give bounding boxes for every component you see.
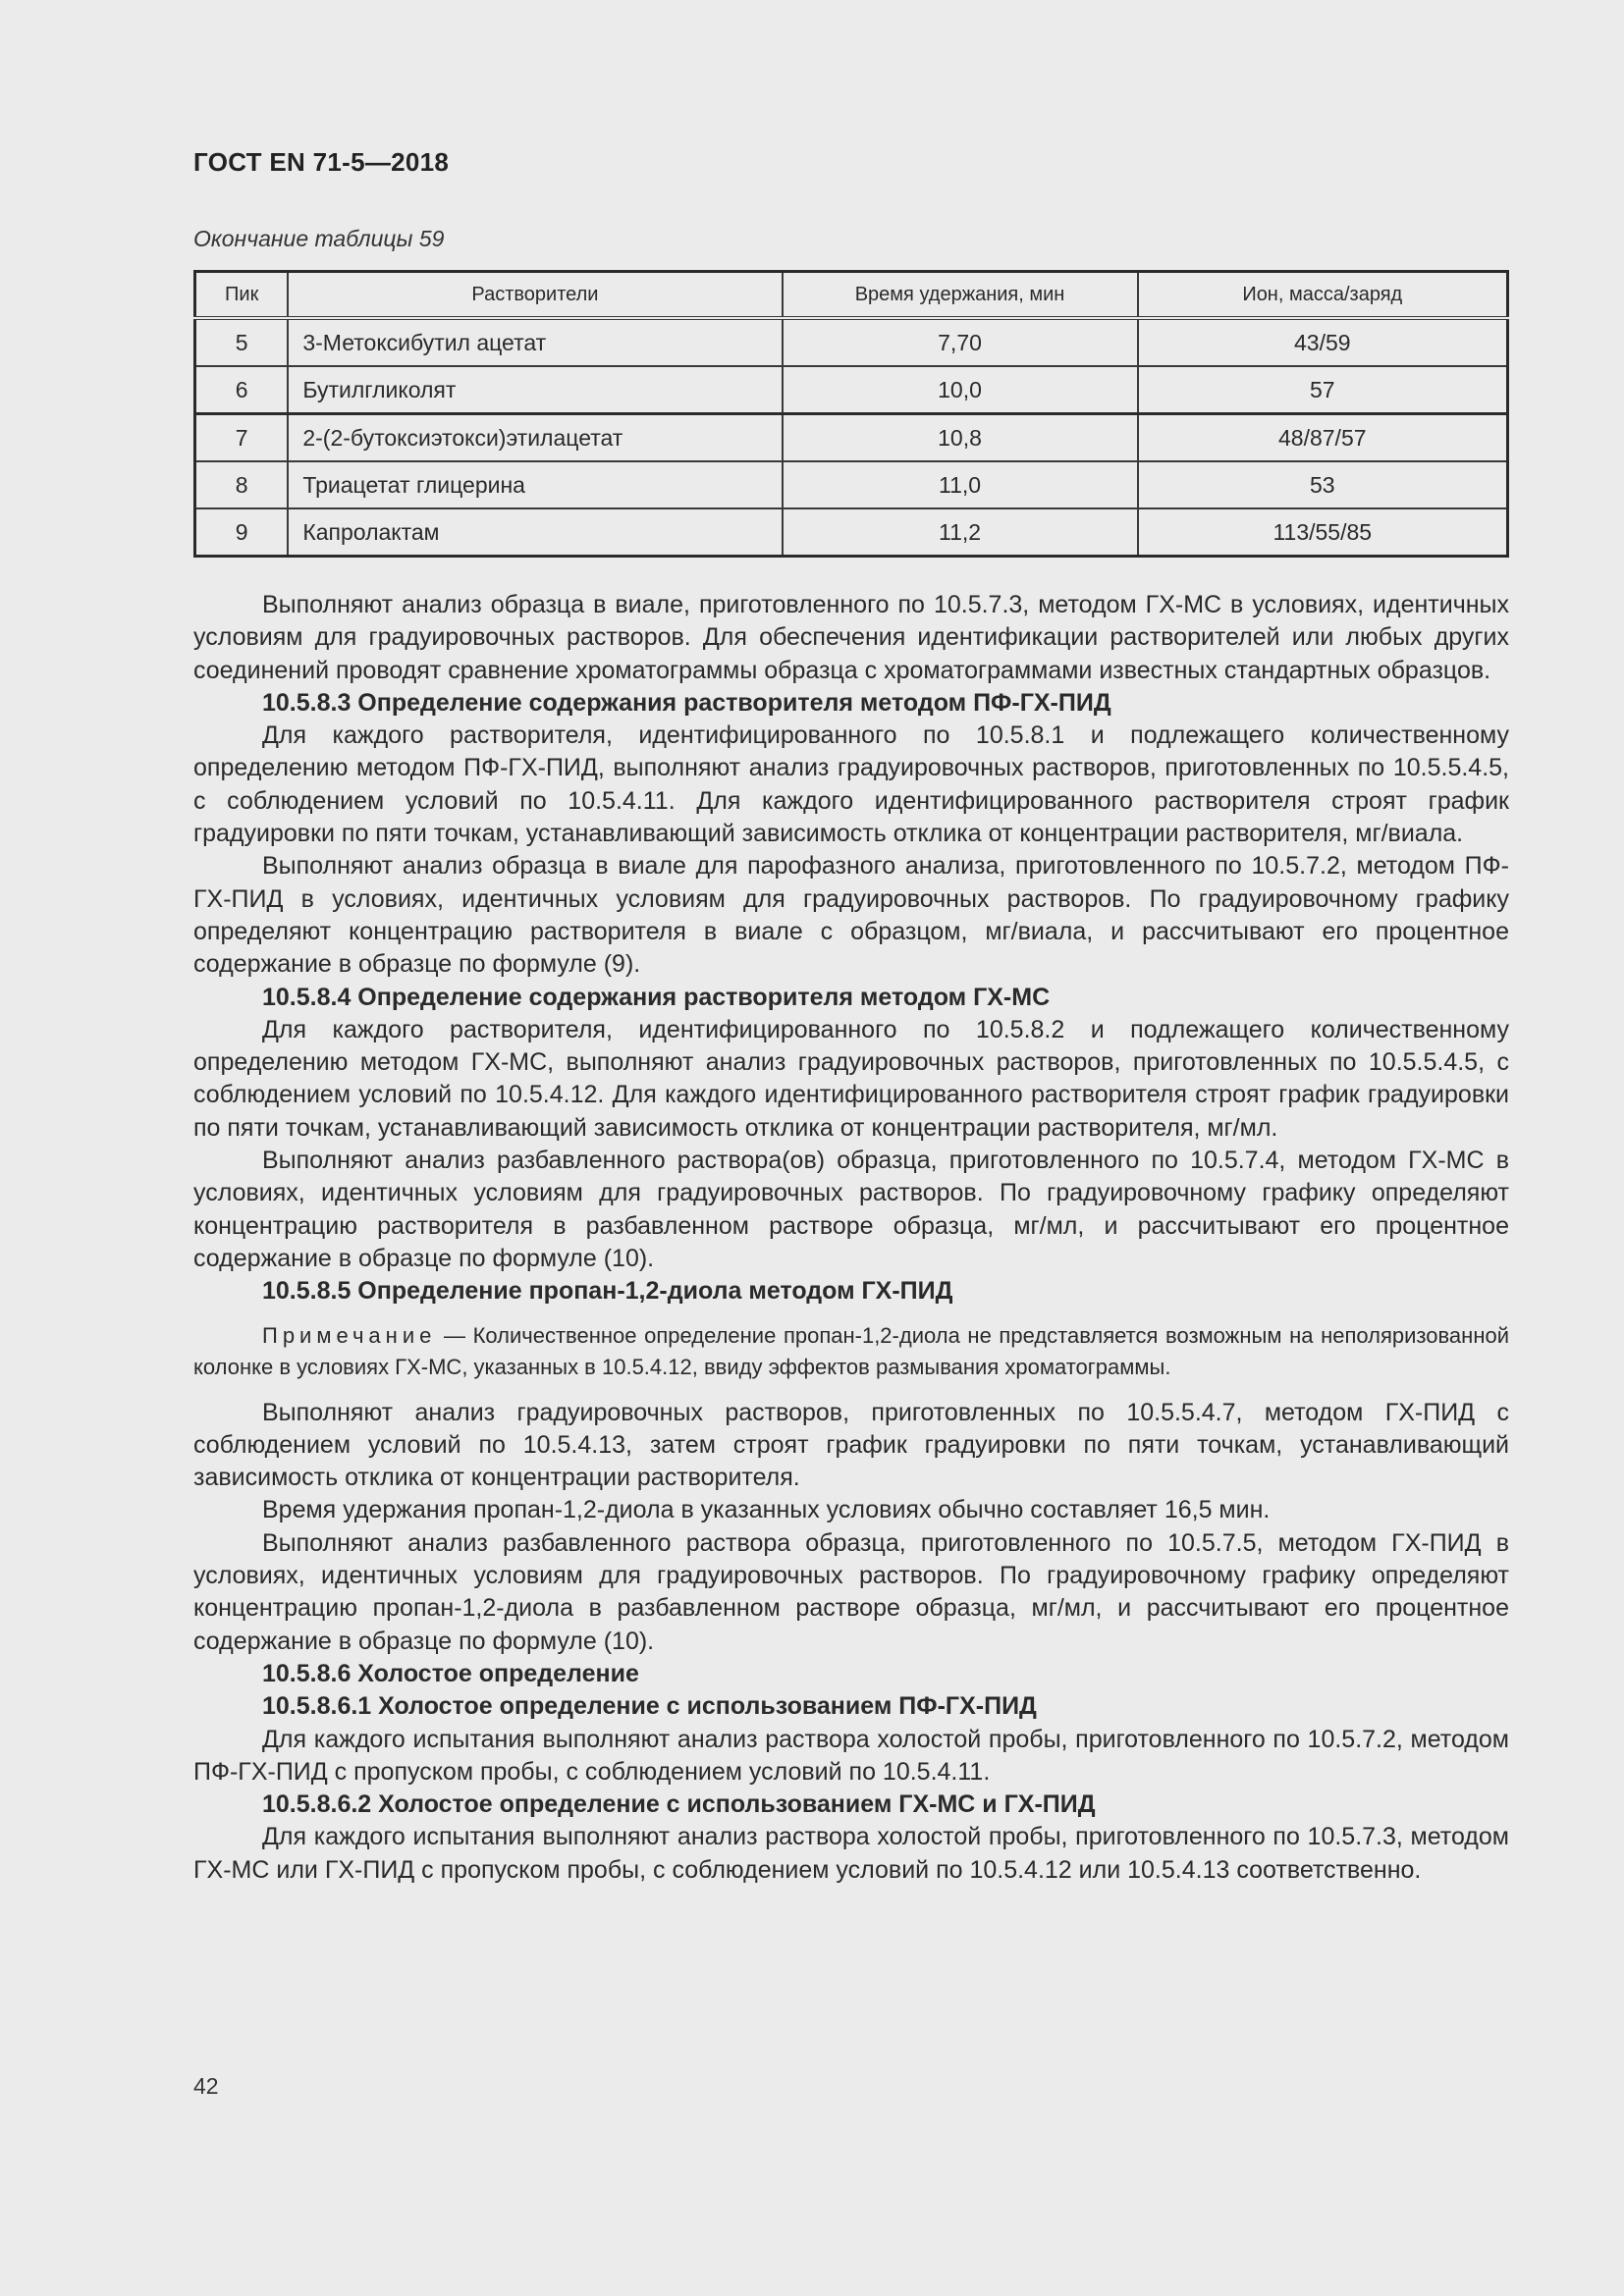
document-code: ГОСТ EN 71-5—2018 [193, 147, 450, 177]
column-header-peak: Пик [195, 272, 289, 319]
paragraph: Для каждого испытания выполняют анализ раствора холостой пробы, приготовленного по 10.5.7.2, методом ПФ-ГХ-ПИД с пропуском пробы, с соблюдением условий по 10.5.4.11. [193, 1725, 1509, 1786]
cell-ion: 48/87/57 [1138, 414, 1508, 462]
cell-solvent: 2-(2-бутоксиэтокси)этилацетат [288, 414, 782, 462]
cell-solvent: Бутилгликолят [288, 366, 782, 414]
paragraph: Выполняют анализ образца в виале для парофазного анализа, приготовленного по 10.5.7.2, методом ПФ-ГХ-ПИД в условиях, идентичных условиям для градуировочных растворов. По градуировочному графику определяют концентрацию растворителя в виале с образцом, мг/виала, и рассчитывают его процентное содержание в образце по формуле (9). [193, 852, 1509, 979]
cell-ion: 53 [1138, 461, 1508, 508]
table-row [195, 318, 1508, 366]
cell-retention-time: 7,70 [783, 318, 1138, 366]
paragraph: Выполняют анализ градуировочных растворов, приготовленных по 10.5.5.4.7, методом ГХ-ПИД с соблюдением условий по 10.5.4.13, затем строят график градуировки по пяти точкам, устанавливающий зависимость отклика от концентрации растворителя. [193, 1398, 1509, 1492]
cell-solvent: Триацетат глицерина [288, 461, 782, 508]
table-header-row [195, 272, 1508, 319]
note-text: — Количественное определение пропан-1,2-диола не представляется возможным на неполяризованной колонке в условиях ГХ-МС, указанных в 10.5.4.12, ввиду эффектов размывания хроматограммы. [193, 1322, 1509, 1379]
cell-solvent: Капролактам [288, 508, 782, 557]
section-heading-10-5-8-3: 10.5.8.3 Определение содержания растворителя методом ПФ-ГХ-ПИД [262, 688, 1111, 717]
cell-ion: 57 [1138, 366, 1508, 414]
cell-peak: 9 [195, 508, 289, 557]
section-heading-10-5-8-6-1: 10.5.8.6.1 Холостое определение с использованием ПФ-ГХ-ПИД [262, 1692, 1037, 1721]
cell-peak: 8 [195, 461, 289, 508]
table-row [195, 508, 1508, 557]
cell-retention-time: 10,8 [783, 414, 1138, 462]
paragraph: Для каждого растворителя, идентифицированного по 10.5.8.2 и подлежащего количественному определению методом ГХ-МС, выполняют анализ градуировочных растворов, приготовленных по 10.5.5.4.5, с соблюдением условий по 10.5.4.12. Для каждого идентифицированного растворителя строят график градуировки по пяти точкам, устанавливающий зависимость отклика от концентрации растворителя, мг/мл. [193, 1015, 1509, 1142]
cell-retention-time: 11,2 [783, 508, 1138, 557]
paragraph: Выполняют анализ образца в виале, приготовленного по 10.5.7.3, методом ГХ-МС в условиях, идентичных условиям для градуировочных растворов. Для обеспечения идентификации растворителей или любых других соединений проводят сравнение хроматограммы образца с хроматограммами известных стандартных образцов. [193, 591, 1509, 684]
cell-peak: 5 [195, 318, 289, 366]
paragraph: Для каждого растворителя, идентифицированного по 10.5.8.1 и подлежащего количественному определению методом ПФ-ГХ-ПИД, выполняют анализ градуировочных растворов, приготовленных по 10.5.5.4.5, с соблюдением условий по 10.5.4.11. Для каждого идентифицированного растворителя строят график градуировки по пяти точкам, устанавливающий зависимость отклика от концентрации растворителя, мг/виала. [193, 721, 1509, 848]
table-row [195, 414, 1508, 462]
paragraph: Для каждого испытания выполняют анализ раствора холостой пробы, приготовленного по 10.5.7.3, методом ГХ-МС или ГХ-ПИД с пропуском пробы, с соблюдением условий по 10.5.4.12 или 10.5.4.13 соответственно. [193, 1823, 1509, 1884]
paragraph: Выполняют анализ разбавленного раствора образца, приготовленного по 10.5.7.5, методом ГХ-ПИД в условиях, идентичных условиям для градуировочных растворов. По градуировочному графику определяют концентрацию пропан-1,2-диола в разбавленном растворе образца, мг/мл, и рассчитывают его процентное содержание в образце по формуле (10). [193, 1528, 1509, 1655]
section-heading-10-5-8-6: 10.5.8.6 Холостое определение [262, 1659, 639, 1687]
cell-retention-time: 10,0 [783, 366, 1138, 414]
paragraph: Выполняют анализ разбавленного раствора(ов) образца, приготовленного по 10.5.7.4, методом ГХ-МС в условиях, идентичных условиям для градуировочных растворов. По градуировочному графику определяют концентрацию растворителя в разбавленном растворе образца, мг/мл, и рассчитывают его процентное содержание в образце по формуле (10). [193, 1147, 1509, 1272]
table-caption: Окончание таблицы 59 [193, 226, 445, 251]
cell-peak: 7 [195, 414, 289, 462]
column-header-solvents: Растворители [288, 272, 782, 319]
cell-retention-time: 11,0 [783, 461, 1138, 508]
section-heading-10-5-8-4: 10.5.8.4 Определение содержания растворителя методом ГХ-МС [262, 983, 1051, 1011]
cell-peak: 6 [195, 366, 289, 414]
section-heading-10-5-8-6-2: 10.5.8.6.2 Холостое определение с использованием ГХ-МС и ГХ-ПИД [262, 1790, 1096, 1819]
solvents-table [193, 270, 1509, 558]
cell-ion: 43/59 [1138, 318, 1508, 366]
section-heading-10-5-8-5: 10.5.8.5 Определение пропан-1,2-диола методом ГХ-ПИД [262, 1277, 953, 1306]
note-label: Примечание [262, 1322, 437, 1348]
cell-ion: 113/55/85 [1138, 508, 1508, 557]
paragraph: Время удержания пропан-1,2-диола в указанных условиях обычно составляет 16,5 мин. [262, 1496, 1271, 1524]
column-header-retention-time: Время удержания, мин [783, 272, 1138, 319]
column-header-ion: Ион, масса/заряд [1138, 272, 1508, 319]
page-number: 42 [193, 2073, 219, 2099]
note [193, 1320, 1509, 1383]
table-row [195, 366, 1508, 414]
document-body [193, 589, 1509, 1887]
table-row [195, 461, 1508, 508]
cell-solvent: 3-Метоксибутил ацетат [288, 318, 782, 366]
